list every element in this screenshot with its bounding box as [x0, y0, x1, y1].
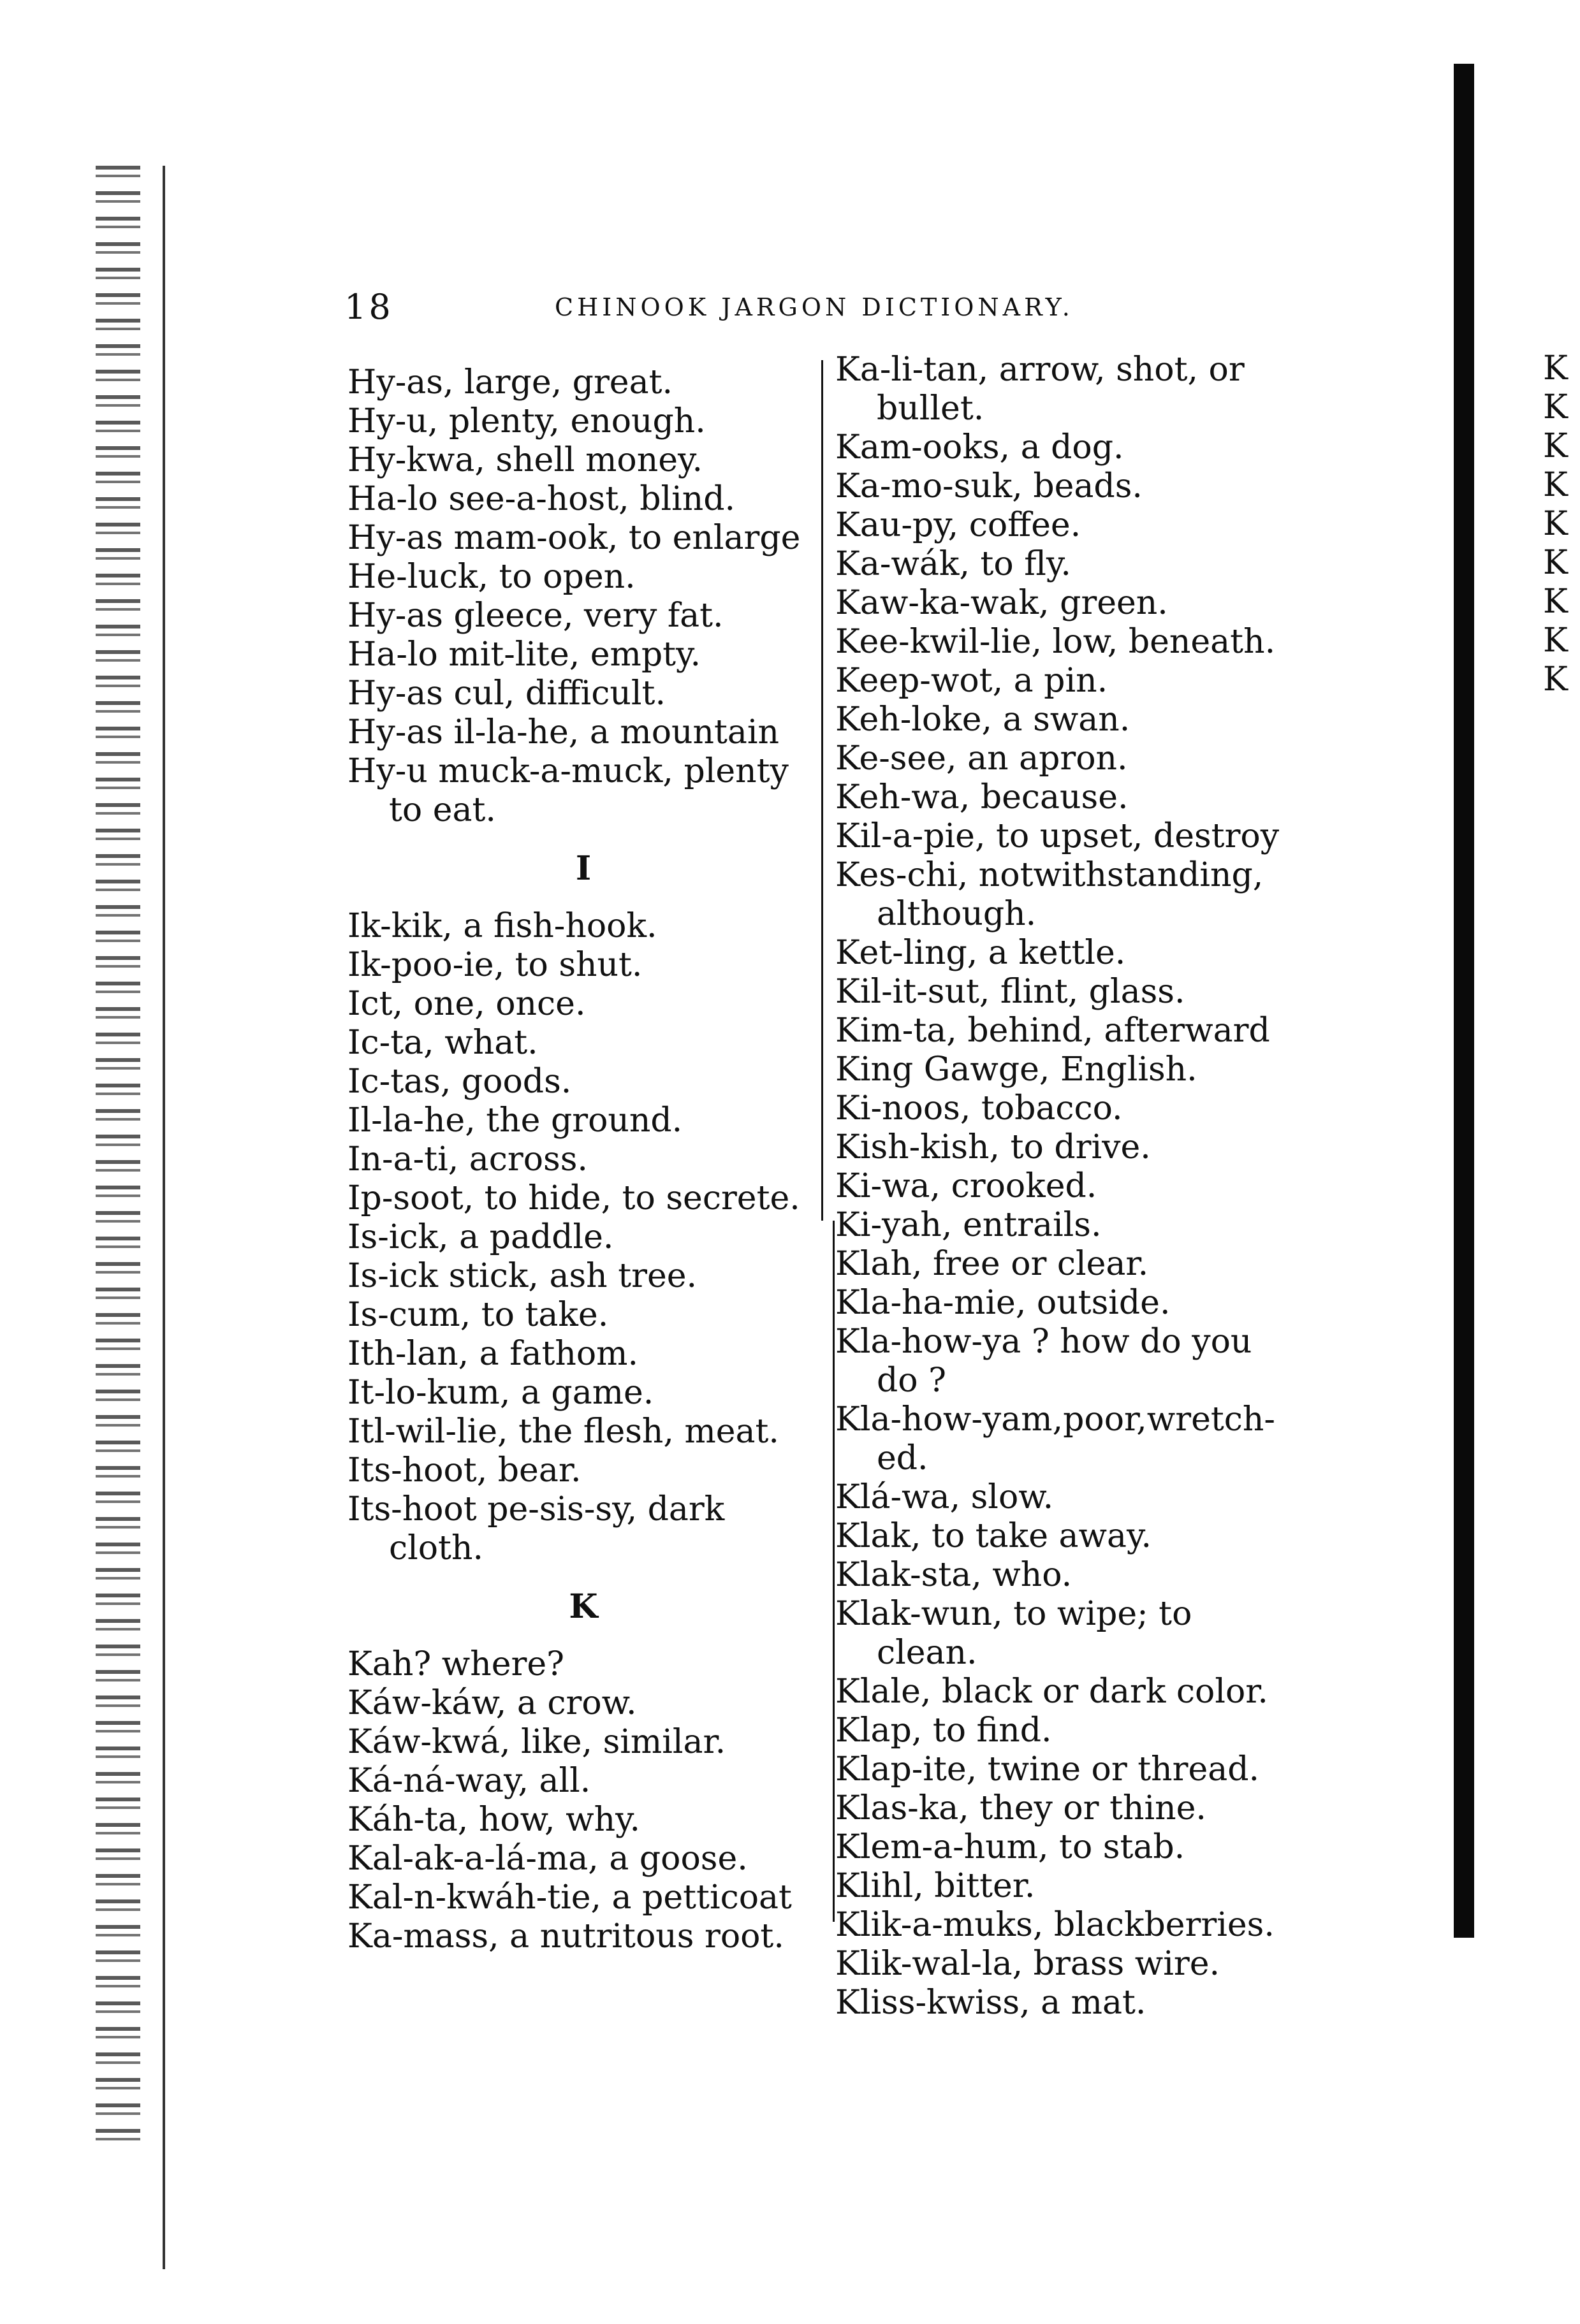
dictionary-entry: Kau-py, coffee.	[835, 506, 1081, 544]
entry-continuation: although.	[877, 895, 1037, 933]
dictionary-entry: Klá-wa, slow.	[835, 1478, 1054, 1516]
dictionary-entry: Ká-ná-way, all.	[347, 1762, 591, 1800]
column-divider	[833, 1221, 835, 1922]
section-heading: K	[569, 1587, 598, 1626]
dictionary-entry: Klale, black or dark color.	[835, 1673, 1268, 1711]
edge-letter: K	[1543, 466, 1568, 504]
edge-letter: K	[1543, 505, 1568, 543]
dictionary-entry: Ic-tas, goods.	[347, 1063, 572, 1101]
dictionary-entry: Kla-ha-mie, outside.	[835, 1284, 1171, 1322]
dictionary-entry: Hy-as il-la-he, a mountain	[347, 713, 780, 752]
dictionary-entry: Hy-as gleece, very fat.	[347, 597, 724, 635]
dictionary-entry: Ka-wák, to fly.	[835, 545, 1071, 583]
dictionary-entry: Ic-ta, what.	[347, 1024, 538, 1062]
dictionary-entry: Káw-kwá, like, similar.	[347, 1723, 726, 1761]
dictionary-entry: Ik-kik, a fish-hook.	[347, 907, 657, 945]
dictionary-entry: Ke-see, an apron.	[835, 739, 1128, 778]
dictionary-entry: Keh-loke, a swan.	[835, 701, 1130, 739]
dictionary-entry: Kes-chi, notwithstanding,	[835, 856, 1264, 894]
dictionary-entry: Klik-wal-la, brass wire.	[835, 1945, 1220, 1983]
dictionary-entry: Hy-as, large, great.	[347, 363, 673, 402]
dictionary-entry: Káh-ta, how, why.	[347, 1801, 641, 1839]
dictionary-entry: Kla-how-yam,poor,wretch-	[835, 1400, 1275, 1439]
dictionary-entry: Ki-wa, crooked.	[835, 1167, 1097, 1205]
book-binding-edge	[96, 166, 140, 2142]
edge-letter: K	[1543, 621, 1568, 660]
dictionary-entry: Kil-a-pie, to upset, destroy	[835, 817, 1280, 855]
dictionary-entry: Ik-poo-ie, to shut.	[347, 946, 643, 984]
dictionary-entry: Kish-kish, to drive.	[835, 1128, 1151, 1166]
dictionary-entry: Klik-a-muks, blackberries.	[835, 1906, 1275, 1944]
dictionary-entry: Keh-wa, because.	[835, 778, 1129, 817]
binding-line	[163, 166, 165, 2269]
page-header	[344, 287, 1109, 331]
dictionary-entry: Klak-sta, who.	[835, 1556, 1072, 1594]
dictionary-entry: Ha-lo mit-lite, empty.	[347, 635, 701, 674]
entry-continuation: to eat.	[389, 791, 496, 829]
dictionary-entry: Ict, one, once.	[347, 985, 586, 1023]
dictionary-entry: Is-ick, a paddle.	[347, 1218, 614, 1256]
section-heading: I	[575, 849, 592, 888]
edge-letter: K	[1543, 427, 1568, 465]
edge-letter: K	[1543, 388, 1568, 426]
dictionary-entry: Ka-mo-suk, beads.	[835, 467, 1143, 505]
edge-letter: K	[1543, 660, 1568, 699]
dictionary-entry: He-luck, to open.	[347, 558, 636, 596]
dictionary-entry: Is-ick stick, ash tree.	[347, 1257, 698, 1295]
edge-letter: K	[1543, 349, 1568, 388]
entry-continuation: cloth.	[389, 1529, 483, 1567]
dictionary-entry: Ip-soot, to hide, to secrete.	[347, 1179, 800, 1217]
dictionary-entry: Klak-wun, to wipe; to	[835, 1595, 1192, 1633]
dictionary-entry: Il-la-he, the ground.	[347, 1101, 683, 1140]
entry-continuation: bullet.	[877, 389, 984, 428]
dictionary-entry: In-a-ti, across.	[347, 1140, 588, 1179]
dictionary-entry: King Gawge, English.	[835, 1050, 1197, 1089]
dictionary-entry: Kal-ak-a-lá-ma, a goose.	[347, 1840, 748, 1878]
right-column	[835, 351, 1358, 2023]
dictionary-entry: Káw-káw, a crow.	[347, 1684, 637, 1722]
dictionary-entry: Keep-wot, a pin.	[835, 662, 1108, 700]
dictionary-entry: Ka-mass, a nutritous root.	[347, 1917, 784, 1956]
dictionary-entry: Klem-a-hum, to stab.	[835, 1828, 1185, 1866]
dictionary-entry: Kim-ta, behind, afterward	[835, 1012, 1270, 1050]
dictionary-entry: Ka-li-tan, arrow, shot, or	[835, 351, 1245, 389]
column-divider	[821, 360, 823, 1221]
entry-continuation: clean.	[877, 1634, 977, 1672]
dictionary-entry: Klah, free or clear.	[835, 1245, 1149, 1283]
dictionary-entry: Kla-how-ya ? how do you	[835, 1323, 1252, 1361]
dictionary-entry: Klap, to find.	[835, 1711, 1052, 1750]
dictionary-entry: Kil-it-sut, flint, glass.	[835, 973, 1185, 1011]
dictionary-entry: Kah? where?	[347, 1645, 565, 1683]
page-number: 18	[344, 287, 393, 327]
dictionary-entry: Ki-yah, entrails.	[835, 1206, 1102, 1244]
dictionary-entry: Kaw-ka-wak, green.	[835, 584, 1168, 622]
dictionary-entry: Its-hoot pe-sis-sy, dark	[347, 1490, 725, 1529]
dictionary-entry: Ki-noos, tobacco.	[835, 1089, 1123, 1128]
dictionary-entry: Itl-wil-lie, the flesh, meat.	[347, 1413, 779, 1451]
dictionary-entry: Klihl, bitter.	[835, 1867, 1035, 1905]
page-gutter-shadow	[1454, 64, 1474, 1938]
dictionary-entry: Its-hoot, bear.	[347, 1451, 582, 1490]
edge-letter: K	[1543, 583, 1568, 621]
dictionary-entry: Hy-kwa, shell money.	[347, 441, 703, 479]
dictionary-entry: Kal-n-kwáh-tie, a petticoat	[347, 1878, 792, 1917]
running-title: CHINOOK JARGON DICTIONARY.	[555, 293, 1074, 321]
left-column	[347, 363, 819, 1956]
dictionary-entry: Hy-u muck-a-muck, plenty	[347, 752, 789, 790]
dictionary-entry: Hy-u, plenty, enough.	[347, 402, 706, 440]
dictionary-entry: Klas-ka, they or thine.	[835, 1789, 1206, 1827]
dictionary-entry: Hy-as cul, difficult.	[347, 674, 666, 713]
dictionary-entry: It-lo-kum, a game.	[347, 1374, 654, 1412]
dictionary-entry: Ha-lo see-a-host, blind.	[347, 480, 736, 518]
dictionary-entry: Kliss-kwiss, a mat.	[835, 1984, 1146, 2022]
dictionary-entry: Kee-kwil-lie, low, beneath.	[835, 623, 1276, 661]
entry-continuation: do ?	[877, 1362, 947, 1400]
dictionary-entry: Ith-lan, a fathom.	[347, 1335, 638, 1373]
entry-continuation: ed.	[877, 1439, 928, 1478]
dictionary-entry: Hy-as mam-ook, to enlarge	[347, 519, 801, 557]
next-page-edge-letters	[1543, 349, 1568, 699]
dictionary-entry: Klak, to take away.	[835, 1517, 1152, 1555]
dictionary-entry: Klap-ite, twine or thread.	[835, 1750, 1260, 1789]
dictionary-entry: Kam-ooks, a dog.	[835, 428, 1124, 467]
edge-letter: K	[1543, 544, 1568, 582]
dictionary-entry: Is-cum, to take.	[347, 1296, 609, 1334]
dictionary-entry: Ket-ling, a kettle.	[835, 934, 1126, 972]
